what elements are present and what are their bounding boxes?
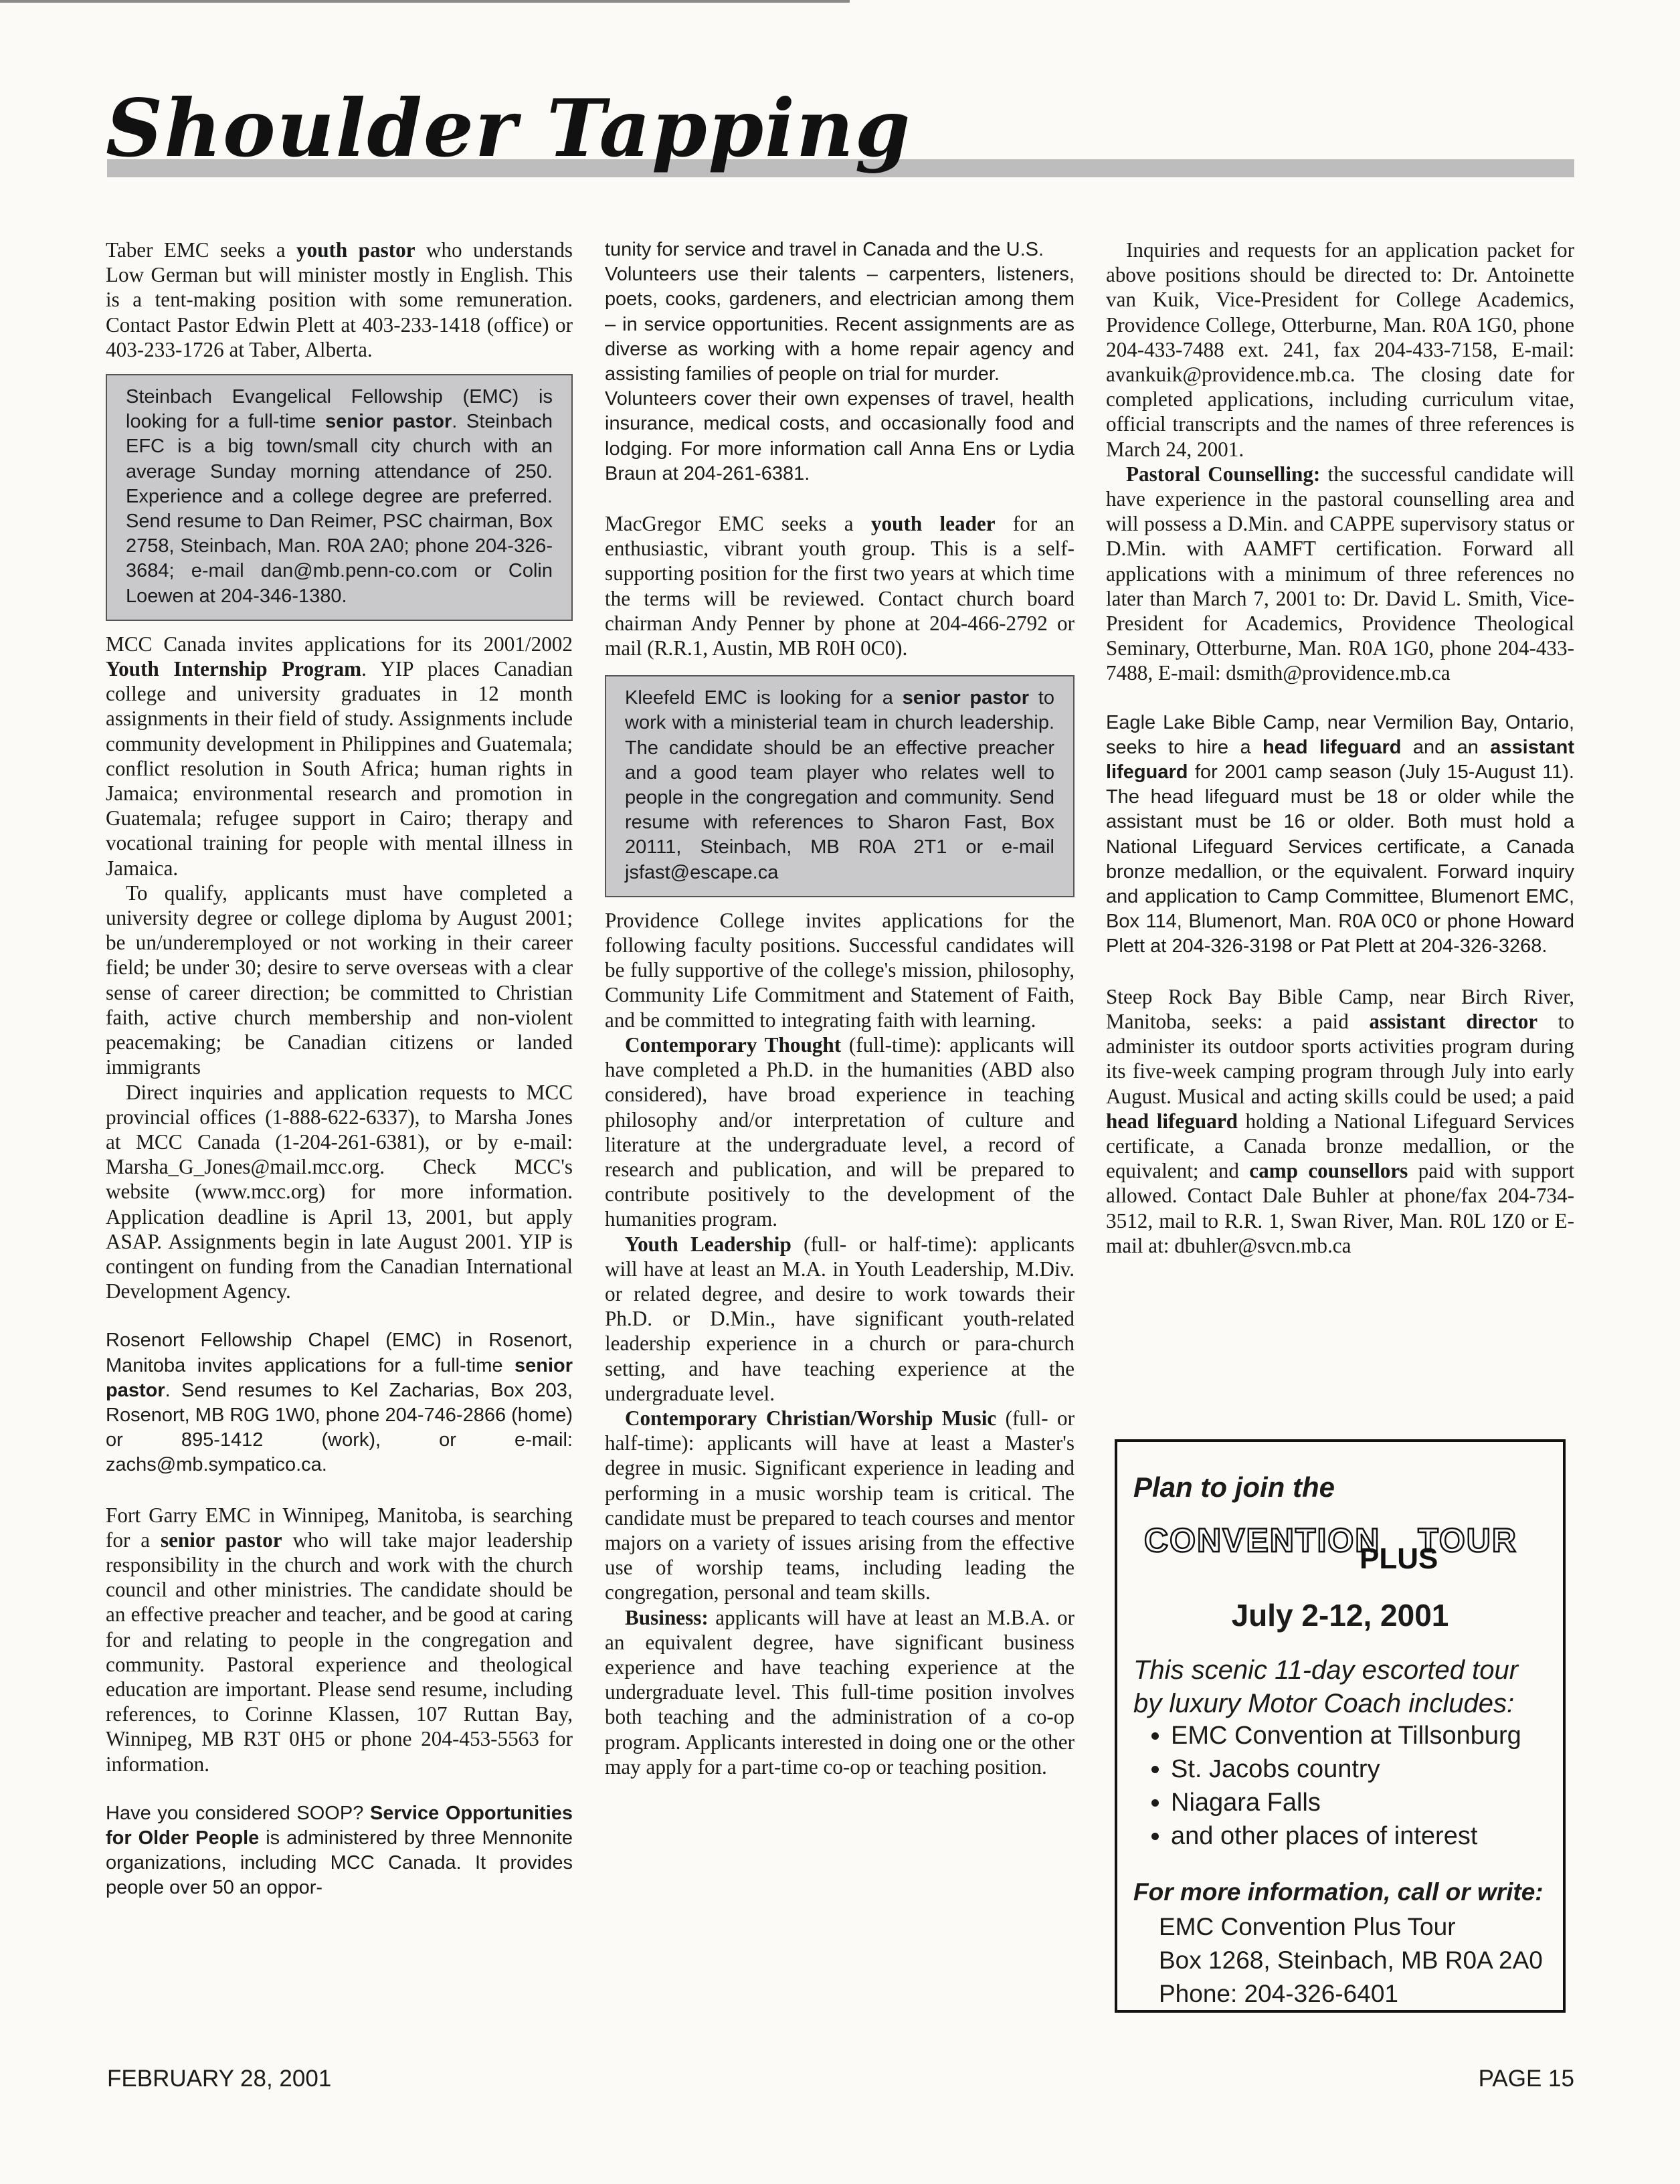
ad-logo: CONVENTION TOUR bbox=[1144, 1522, 1518, 1559]
mcc-inquiries: Direct inquiries and application requests to MCC provincial offices (1-888-622-6337), to Marsha Jones at MCC Canada (1-204-261-6381), or by e-mail: Marsha_G_Jones@mail.mcc.org. Check MCC's website (www.mcc.org) for more information. Application deadline is April 13, 2001, but apply ASAP. Assignments begin in late August 2001. YIP is contingent on funding from the Canadian International Development Agency. bbox=[106, 1080, 573, 1303]
ad-address: EMC Convention Plus Tour Box 1268, Steinbach, MB R0A 2A0 Phone: 204-326-6401 bbox=[1159, 1913, 1543, 2007]
business: Business: applicants will have at least an M.B.A. or an equivalent degree, have significant business experience and have teaching experience at the undergraduate level. This full-time position involves both teaching and the administration of a co-op program. Applicants interested in doing one or the other may apply for a part-time co-op or teaching position. bbox=[605, 1605, 1075, 1779]
steinbach-ad-box: Steinbach Evangelical Fellowship (EMC) is looking for a full-time senior pastor. Steinbach EFC is a big town/small city church with an average Sunday morning attendance of 250. Experience and a college degree are preferred. Send resume to Dan Reimer, PSC chairman, Box 2758, Steinbach, Man. R0A 2A0; phone 204-326-3684; e-mail dan@mb.penn-co.com or Colin Loewen at 204-346-1380. bbox=[106, 374, 573, 621]
ad-more-info: For more information, call or write: bbox=[1133, 1878, 1544, 1906]
ad-plan-heading: Plan to join the bbox=[1133, 1471, 1335, 1503]
macgregor-ad: MacGregor EMC seeks a youth leader for an enthusiastic, vibrant youth group. This is a self-supporting position for the first two years at which time the terms will be reviewed. Contact church board chairman Andy Penner by phone at 204-466-2792 or mail (R.R.1, Austin, MB R0H 0C0). bbox=[605, 512, 1075, 660]
soop-continued: tunity for service and travel in Canada and the U.S. bbox=[605, 239, 1044, 260]
fort-garry-ad: Fort Garry EMC in Winnipeg, Manitoba, is searching for a senior pastor who will take major leadership responsibility in the church and work with the church council and other ministries. The candidate should be an effective preacher and teacher, and be good at caring for and relating to people in the congregation and community. Pastoral experience and theological education are important. Please send resume, including references, to Corinne Klassen, 107 Ruttan Bay, Winnipeg, MB R3T 0H5 or phone 204-453-5563 for information. bbox=[106, 1503, 573, 1776]
column-2 bbox=[605, 238, 1075, 1779]
ad-list-item: • and other places of interest bbox=[1171, 1819, 1521, 1853]
ad-list bbox=[1144, 1719, 1521, 1853]
rosenort-ad: Rosenort Fellowship Chapel (EMC) in Rosenort, Manitoba invites applications for a full-time senior pastor. Send resumes to Kel Zacharias, Box 203, Rosenort, MB R0G 1W0, phone 204-746-2866 (home) or 895-1412 (work), or e-mail: zachs@mb.sympatico.ca. bbox=[106, 1330, 573, 1476]
kleefeld-ad-box: Kleefeld EMC is looking for a senior pastor to work with a ministerial team in church leadership. The candidate should be an effective preacher and a good team player who relates well to people in the congregation and community. Send resume with references to Sharon Fast, Box 20111, Steinbach, MB R0A 2T1 or e-mail jsfast@escape.ca bbox=[605, 675, 1075, 897]
soop-ad: Have you considered SOOP? Service Opportunities for Older People is administered by three Mennonite organizations, including MCC Canada. It provides people over 50 an oppor- bbox=[106, 1802, 573, 1899]
column-1 bbox=[106, 238, 573, 1901]
page-title: Shoulder Tapping bbox=[106, 82, 912, 175]
soop-expenses: Volunteers cover their own expenses of travel, health insurance, medical costs, and occasionally food and lodging. For more information call Anna Ens or Lydia Braun at 204-261-6381. bbox=[605, 388, 1075, 484]
mcc-ad: MCC Canada invites applications for its 2001/2002 Youth Internship Program. YIP places Canadian college and university graduates in 12 month assignments in their field of study. Assignments include community development in Philippines and Guatemala; conflict resolution in South Africa; human rights in Jamaica; environmental research and promotion in Guatemala; refugee support in Cairo; therapy and vocational training for people with mental illness in Jamaica. bbox=[106, 632, 573, 880]
youth-leadership: Youth Leadership (full- or half-time): applicants will have at least an M.A. in Youth Leadership, M.Div. or related degree, and desire to work towards their Ph.D. or D.Min., have significant youth-related leadership experience in a church or para-church setting, and have teaching experience at the undergraduate level. bbox=[605, 1232, 1075, 1405]
eagle-lake-ad: Eagle Lake Bible Camp, near Vermilion Bay, Ontario, seeks to hire a head lifeguard and an assistant lifeguard for 2001 camp season (July 15-August 11). The head lifeguard must be 18 or older while the assistant must be 16 or older. Both must hold a National Lifeguard Services certificate, a Canada bronze medallion, or the equivalent. Forward inquiry and application to Camp Committee, Blumenort EMC, Box 114, Blumenort, Man. R0A 0C0 or phone Howard Plett at 204-326-3198 or Pat Plett at 204-326-3268. bbox=[1106, 711, 1574, 958]
providence-inquiries: Inquiries and requests for an application packet for above positions should be directed to: Dr. Antoinette van Kuik, Vice-President for College Academics, Providence College, Otterburne, Man. R0A 1G0, phone 204-433-7488 ext. 241, fax 204-433-7158, E-mail: avankuik@providence.mb.ca. The closing date for completed applications, including curriculum vitae, official transcripts and the names of three references is March 24, 2001. bbox=[1106, 238, 1574, 461]
top-rule bbox=[0, 0, 850, 3]
ad-description: This scenic 11-day escorted tour by luxury Motor Coach includes: bbox=[1133, 1655, 1519, 1718]
footer-page-number: PAGE 15 bbox=[1478, 2066, 1574, 2092]
column-3 bbox=[1106, 238, 1574, 1258]
ad-logo-plus: PLUS bbox=[1360, 1542, 1438, 1575]
ad-dates: July 2-12, 2001 bbox=[1231, 1598, 1449, 1633]
contemporary-thought: Contemporary Thought (full-time): applicants will have completed a Ph.D. in the humanities (ABD also considered), have broad experience in teaching philosophy and/or interpretation of culture and literature at the undergraduate level, a record of research and publication, and will be prepared to contribute positively to the development of the humanities program. bbox=[605, 1032, 1075, 1231]
ad-list-item: • EMC Convention at Tillsonburg bbox=[1171, 1719, 1521, 1752]
soop-volunteers: Volunteers use their talents – carpenters, listeners, poets, cooks, gardeners, and electrician among them – in service opportunities. Recent assignments are as diverse as working with a home repair agency and assisting families of people on trial for murder. bbox=[605, 264, 1075, 385]
convention-tour-ad bbox=[1115, 1439, 1566, 2013]
pastoral-counselling: Pastoral Counselling: the successful candidate will have experience in the pastoral counselling area and will possess a D.Min. and CAPPE supervisory status or D.Min. with AAMFT certification. Forward all applications with a minimum of three references no later than March 7, 2001 to: Dr. David L. Smith, Vice-President for Academics, Providence Theological Seminary, Otterburne, Man. R0A 1G0, phone 204-433-7488, E-mail: dsmith@providence.mb.ca bbox=[1106, 462, 1575, 685]
ad-list-item: • St. Jacobs country bbox=[1171, 1752, 1521, 1786]
ad-list-item: • Niagara Falls bbox=[1171, 1786, 1521, 1819]
footer-date: FEBRUARY 28, 2001 bbox=[107, 2066, 332, 2092]
steep-rock-ad: Steep Rock Bay Bible Camp, near Birch River, Manitoba, seeks: a paid assistant director to administer its outdoor sports activities program during its five-week camping program through July into early August. Musical and acting skills could be used; a paid head lifeguard holding a National Lifeguard Services certificate, a Canada bronze medallion, or the equivalent; and camp counsellors paid with support allowed. Contact Dale Buhler at phone/fax 204-734-3512, mail to R.R. 1, Swan River, Man. R0L 1Z0 or E-mail at: dbuhler@svcn.mb.ca bbox=[1106, 984, 1574, 1257]
mcc-qualify: To qualify, applicants must have completed a university degree or college diploma by August 2001; be un/underemployed or not working in their career field; be under 30; desire to serve overseas with a clear sense of career direction; be committed to Christian faith, active church membership and non-violent peacemaking; be Canadian citizens or landed immigrants bbox=[106, 881, 573, 1079]
providence-intro: Providence College invites applications for the following faculty positions. Successful candidates will be fully supportive of the college's mission, philosophy, Community Life Commitment and Statement of Faith, and be committed to integrating faith with learning. bbox=[605, 908, 1075, 1032]
worship-music: Contemporary Christian/Worship Music (full- or half-time): applicants will have at least a Master's degree in music. Significant experience in leading and performing in a music worship team is critical. The candidate must be prepared to teach courses and mentor majors on a variety of issues arising from the effective use of worship teams, including leading the congregation, personal and team skills. bbox=[605, 1406, 1075, 1605]
taber-ad: Taber EMC seeks a youth pastor who understands Low German but will minister mostly in English. This is a tent-making position with some remuneration. Contact Pastor Edwin Plett at 403-233-1418 (office) or 403-233-1726 at Taber, Alberta. bbox=[106, 238, 573, 361]
